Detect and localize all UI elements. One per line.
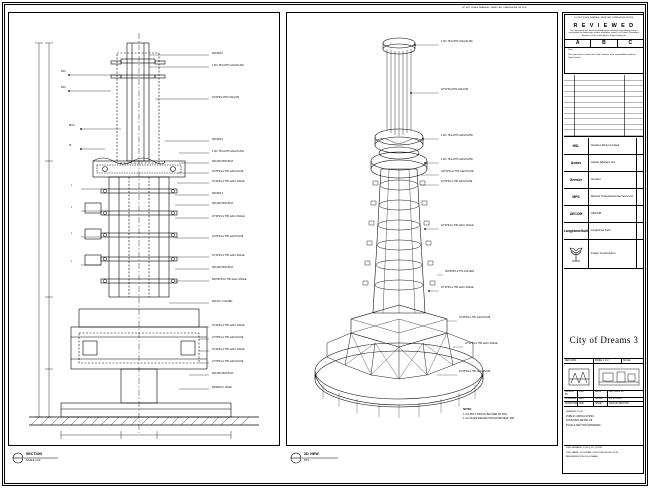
panel-cell: PANEL 1 of 2 <box>594 359 622 363</box>
review-columns <box>565 39 643 48</box>
location-plan-icon <box>597 367 641 387</box>
consultant-checkbox[interactable] <box>636 138 644 154</box>
project-name-block <box>564 313 644 359</box>
info-row <box>564 391 644 398</box>
date-value: 2007-1009-19 <box>609 391 624 394</box>
consultant-logo: HSL <box>564 138 589 154</box>
date-label: DATE <box>594 391 608 397</box>
consultant-logo: LangstoneSuih <box>564 223 589 239</box>
consultant-row <box>564 240 644 269</box>
consultant-name: Howden Direct Limited <box>591 143 620 148</box>
consultant-row <box>564 172 644 189</box>
sheet-value: DWG 09 SECTION <box>609 402 629 405</box>
consultant-name: Gensler <box>591 177 601 182</box>
key-plan-icon <box>567 367 591 387</box>
consultant-checkbox[interactable] <box>636 172 644 188</box>
consultant-checkbox[interactable] <box>636 223 644 239</box>
consultant-name: Foster Construction <box>591 251 616 256</box>
project-name: City of Dreams 3 <box>569 335 639 345</box>
consultant-row <box>564 155 644 172</box>
consultant-row <box>564 206 644 223</box>
revision-table <box>564 75 644 137</box>
approved-value: KMF <box>578 402 594 406</box>
consultant-checkbox[interactable] <box>636 240 644 268</box>
consultant-logo <box>564 240 589 268</box>
section-elevation-drawing <box>9 13 279 445</box>
iso-3d-drawing <box>287 13 557 445</box>
review-col-c[interactable]: C <box>628 40 633 47</box>
right-view-label: 3D VIEW <box>304 452 319 456</box>
drawing-info-grid <box>564 359 644 407</box>
consultant-row <box>564 189 644 206</box>
drawing-title-block: DRAWING TITLE PUBLIC CIRCULATION, FOUNTAIN DETAIL 09 PLAN & SECTION DRAWING <box>566 411 601 427</box>
sheet-label: SHEET <box>594 402 608 406</box>
ref-dwg-cell: REF. DWG <box>564 359 594 363</box>
consultant-checkbox[interactable] <box>636 155 644 171</box>
drawn-by-value: JMD <box>578 391 594 397</box>
consultant-name: AECOM <box>591 211 602 216</box>
approved-label: APPROVED <box>565 402 578 405</box>
review-col-a[interactable]: A <box>565 40 591 47</box>
checked-label: CHECKED <box>565 398 577 401</box>
title-block <box>562 12 644 474</box>
info-row <box>564 402 644 407</box>
top-note: DO NOT SCALE DRAWING. VERIFY ALL DIMENSIONS ON SITE <box>462 6 527 9</box>
title-block-footer: DWG NUMBER : F-0-DL_FC_DC09C DWG NAME : FOUNTAIN / CIRCULATION SECTION REFERENCE DWG FILE NAME : <box>564 445 644 454</box>
consultant-row <box>564 138 644 155</box>
consultant-logo: Gensler <box>564 172 589 188</box>
review-col-b[interactable]: B <box>591 40 617 47</box>
tree-logo-icon <box>566 244 586 264</box>
view-label-markers <box>8 450 558 474</box>
consultant-logo: AECOM <box>564 206 589 222</box>
scale-value: AS SHOWN <box>609 398 622 401</box>
drawn-by-label: DRAWN BY <box>564 391 578 397</box>
consultants-list <box>564 138 644 269</box>
left-view-label: SECTION <box>26 452 42 456</box>
iso-view-frame: 2 NO. 75mmTHK GALV.PLATE 10*20*6mmTHK GALV.MS 2 NO. 75mmTHK GALV.PLATE 2 NO. 75mmTHK GALV.PLATE L20*20*6mm THK GALV.PLATE 12*25*6mm THK GALV.PLATE 10*10*6mm THK GALV. ANGLE SUPPORT & THK COLUMN 10*10*6mm THK GALV. ANGLE 12*25*6mm THK GALV.PLATE 10*10*6mm THK GALV. ANGLE 12*25*6mm THK GALV.PLATE NOTES : 1. ALL BOLT SHOULD BE FIXED ON SITE. 2. ALL PLATE WELDED SHOULD BE DEAD. MIN. <box>286 12 558 446</box>
consultant-logo: MPS <box>564 189 589 205</box>
consultant-checkbox[interactable] <box>636 206 644 222</box>
thumbnail-row <box>564 364 644 391</box>
checked-value: WLK <box>578 398 594 402</box>
general-notes: NOTES : 1. ALL BOLT SHOULD BE FIXED ON SITE. 2. ALL PLATE WELDED SHOULD BE DEAD. MIN. <box>463 409 515 421</box>
consultant-name: Aedas (Macau) Ltd. <box>591 160 616 165</box>
consultant-logo: Aedas <box>564 155 589 171</box>
review-stamp: DO NOT SCALE DRAWING. VERIFY ALL DIMENSIONS ON SITE R E V I E W E D This document has been reviewed by the relevant Consultant(s) and is acceptable for fabrication unless otherwise noted. It is Project Procedure Section 5.4 for action by the Trade Contractor. A B C Date : This review does not relieve the Trade Contractor of his responsibilities under the Trade Contract. <box>564 14 644 74</box>
consultant-checkbox[interactable] <box>636 189 644 205</box>
consultant-row <box>564 223 644 240</box>
left-view-frame: M16 BOLT 2 NO. 75mmTHK GALV.PLATE 10*20*6mmTHK GALV.MS M16 BOLT 2 NO. 75mmTHK GALV.PLATE M16 ANCHOR BOLT 12*25*6mm THK GALV.PLATE 10*10*6mm THK GALV. ANGLE M16 BOLT M16 ANCHOR BOLT 10*10*6mm THK GALV. ANGLE 12*25*6mm THK GALV.PLATE 10*10*6mm THK GALV. ANGLE M16 ANCHOR BOLT M16*50*6mm THK GALV. ANGLE M16 R.C. COLUMN 10*10*6mm THK GALV. ANGLE 12*25*6mm THK GALV.PLATE 10*10*6mm THK GALV. ANGLE 12*25*6mm THK GALV.PLATE M16 ANCHOR BOLT 620MM R.C. BASE M16 M16 BOLT PL L L L L <box>8 12 280 446</box>
right-view-scale: NTS <box>304 459 310 462</box>
scale-cell: SCALE <box>623 359 631 362</box>
consultant-name: Langstone Suih <box>591 228 611 233</box>
view-labels-strip <box>8 450 558 474</box>
left-view-scale: SCALE 1:20 <box>26 459 41 462</box>
consultant-name: Marcus Professional Services Ltd. <box>591 194 634 199</box>
scale-label: SCALE <box>594 398 608 402</box>
